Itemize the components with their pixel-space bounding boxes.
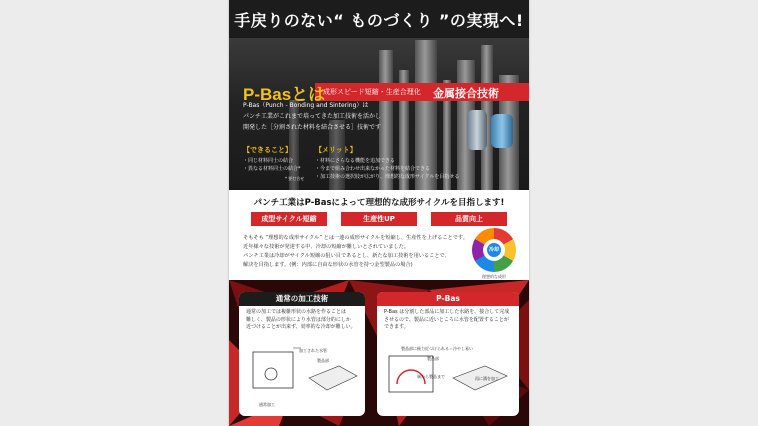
conventional-line: 近づけることが出来ず、効率的な冷却が難しい。: [246, 324, 356, 330]
conv-label-normal: 通常加工: [259, 402, 275, 407]
pill-productivity: 生産性UP: [341, 212, 417, 226]
pbas-text: [377, 306, 519, 332]
body-line: 解決を目指します。(例：内部に自由な形状の水管を持つ金型製品の場合): [243, 262, 413, 268]
header-band: [229, 0, 529, 38]
conv-label-water: 加工された水管: [299, 348, 327, 353]
subtitle-bar: [315, 83, 529, 101]
page-title: 手戻りのない“ ものづくり ”の実現へ!: [234, 11, 524, 30]
merit-item: ・今まで組み合わせ出来なかった材料を結合できる: [315, 166, 431, 172]
body-line: 近年様々な技術が発達する中、冷却の短縮が難しいとされていました。: [243, 244, 410, 250]
metal-part-image: [467, 110, 487, 150]
cycle-ring-graphic: [472, 228, 516, 272]
merit-item: ・加工技術の選択肢が広がり、理想的な成形サイクルを目指せる: [315, 174, 460, 180]
intro-line: 開発した［分割された材料を結合させる］技術です: [243, 124, 382, 131]
body-line: そもそも “理想的な成形サイクル” とは一連の成形サイクルを短縮し、生産性を上げることです。: [243, 235, 468, 241]
body-line: パンチ工業は冷却がサイクル短縮の狙い目であるとし、新たな加工技術を用いることで、: [243, 253, 450, 259]
conventional-text: [239, 306, 365, 332]
metal-part-image: [491, 114, 513, 148]
conventional-line: 通常の加工では複雑形状の水路を作ることは: [246, 309, 347, 315]
pbas-label-product: 製品部: [427, 356, 439, 361]
mid-title: パンチ工業はP-Basによって理想的な成形サイクルを目指します!: [253, 198, 505, 208]
conventional-caption: 通常の加工技術: [239, 292, 365, 306]
can-do-list: [243, 157, 301, 173]
can-do-label: 【できること】: [243, 146, 292, 154]
comparison-section: [229, 280, 529, 426]
subtitle-text: 成形スピード短縮・生産合理化: [323, 88, 421, 96]
pbas-line: させるので、製品に近いところに水管を配置することが: [384, 316, 509, 323]
can-do-item: ・異なる材料同士の結合*: [243, 166, 301, 172]
pbas-label-groove: 再に溝を加工: [475, 376, 499, 381]
can-do-note: * 要打合せ: [285, 176, 305, 181]
intro-text: [243, 100, 413, 133]
conventional-line: 難しく、製品の形状により水管は部分的にしか: [246, 316, 351, 323]
flyer-page: [229, 0, 529, 426]
conv-label-product: 製品部: [317, 358, 329, 363]
intro-line: P-Bas（Punch - Bonding and Sintering）は: [243, 102, 369, 109]
mid-body-text: [243, 234, 468, 270]
pbas-label-close: 製品部に極力近づけられる＝冷やし易い: [401, 346, 473, 351]
pbas-label-edge: 端から製品まで: [417, 374, 445, 379]
merit-item: ・材料にさらなる機能を追加できる: [315, 158, 396, 164]
ring-caption: 理想的な成形: [482, 274, 506, 279]
subtitle-main: 金属接合技術: [433, 87, 499, 100]
merit-label: 【メリット】: [315, 146, 357, 154]
pill-cycle: 成型サイクル短縮: [251, 212, 327, 226]
pbas-caption: P-Bas: [377, 292, 519, 306]
pbas-card: [377, 292, 519, 416]
conventional-card: [239, 292, 365, 416]
hero-section: [229, 38, 529, 190]
pbas-heading: P-Basとは: [243, 85, 326, 104]
pill-quality: 品質向上: [431, 212, 507, 226]
merit-list: [315, 157, 459, 181]
ring-center-label: 冷却: [487, 243, 501, 257]
intro-line: パンチ工業がこれまで培ってきた加工技術を活かし: [243, 113, 382, 120]
pbas-line: できます。: [384, 324, 409, 330]
pbas-line: P-Bas は分割した部品に加工した水路を、接合して完成: [384, 309, 510, 315]
can-do-item: ・同じ材料同士の結合: [243, 158, 294, 164]
